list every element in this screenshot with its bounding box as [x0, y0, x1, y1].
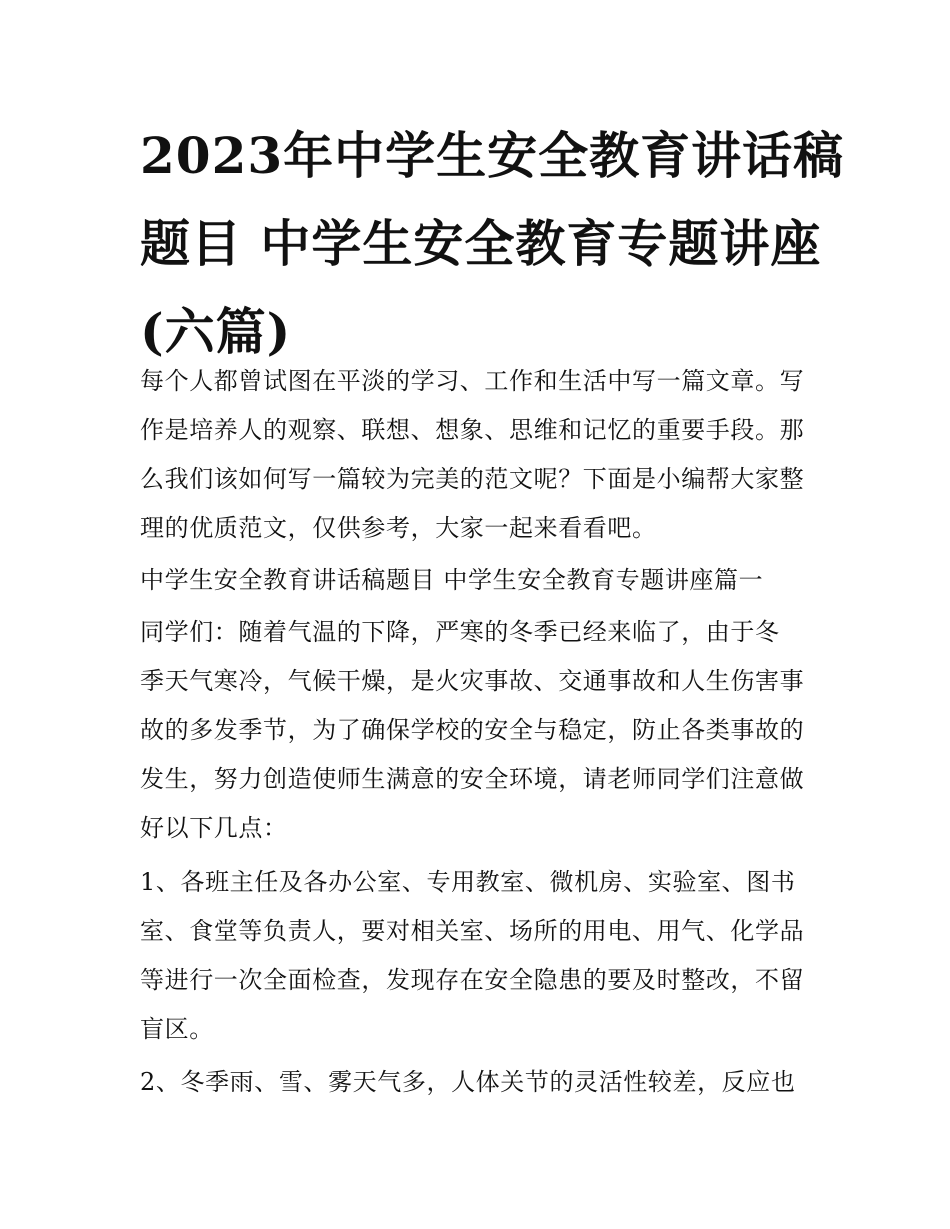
list-item-2-line-1: 2、冬季雨、雪、雾天气多，人体关节的灵活性较差，反应也: [140, 1068, 796, 1096]
title-line-3: (六篇): [140, 302, 292, 361]
intro-line-4: 理的优质范文，仅供参考，大家一起来看看吧。: [140, 514, 657, 542]
list-item-1-line-2: 室、食堂等负责人，要对相关室、场所的用电、用气、化学品: [140, 917, 805, 945]
title-line-2: 题目 中学生安全教育专题讲座: [140, 214, 822, 273]
paragraph-line-4: 发生，努力创造使师生满意的安全环境，请老师同学们注意做: [140, 765, 805, 793]
document-title: [140, 112, 845, 376]
list-item-1-line-4: 盲区。: [140, 1015, 214, 1043]
intro-line-1: 每个人都曾试图在平淡的学习、工作和生活中写一篇文章。写: [140, 367, 805, 395]
list-item-1-line-3: 等进行一次全面检查，发现存在安全隐患的要及时整改，不留: [140, 966, 805, 994]
paragraph-line-3: 故的多发季节，为了确保学校的安全与稳定，防止各类事故的: [140, 716, 805, 744]
paragraph-line-1: 同学们：随着气温的下降，严寒的冬季已经来临了，由于冬: [140, 618, 780, 646]
title-line-1: 2023年中学生安全教育讲话稿: [140, 126, 845, 185]
section-heading: 中学生安全教育讲话稿题目 中学生安全教育专题讲座篇一: [140, 566, 764, 594]
intro-line-3: 么我们该如何写一篇较为完美的范文呢？下面是小编帮大家整: [140, 465, 805, 493]
intro-line-2: 作是培养人的观察、联想、想象、思维和记忆的重要手段。那: [140, 416, 805, 444]
list-item-1-line-1: 1、各班主任及各办公室、专用教室、微机房、实验室、图书: [140, 868, 796, 896]
paragraph-line-5: 好以下几点：: [140, 814, 288, 842]
paragraph-line-2: 季天气寒冷，气候干燥，是火灾事故、交通事故和人生伤害事: [140, 667, 805, 695]
